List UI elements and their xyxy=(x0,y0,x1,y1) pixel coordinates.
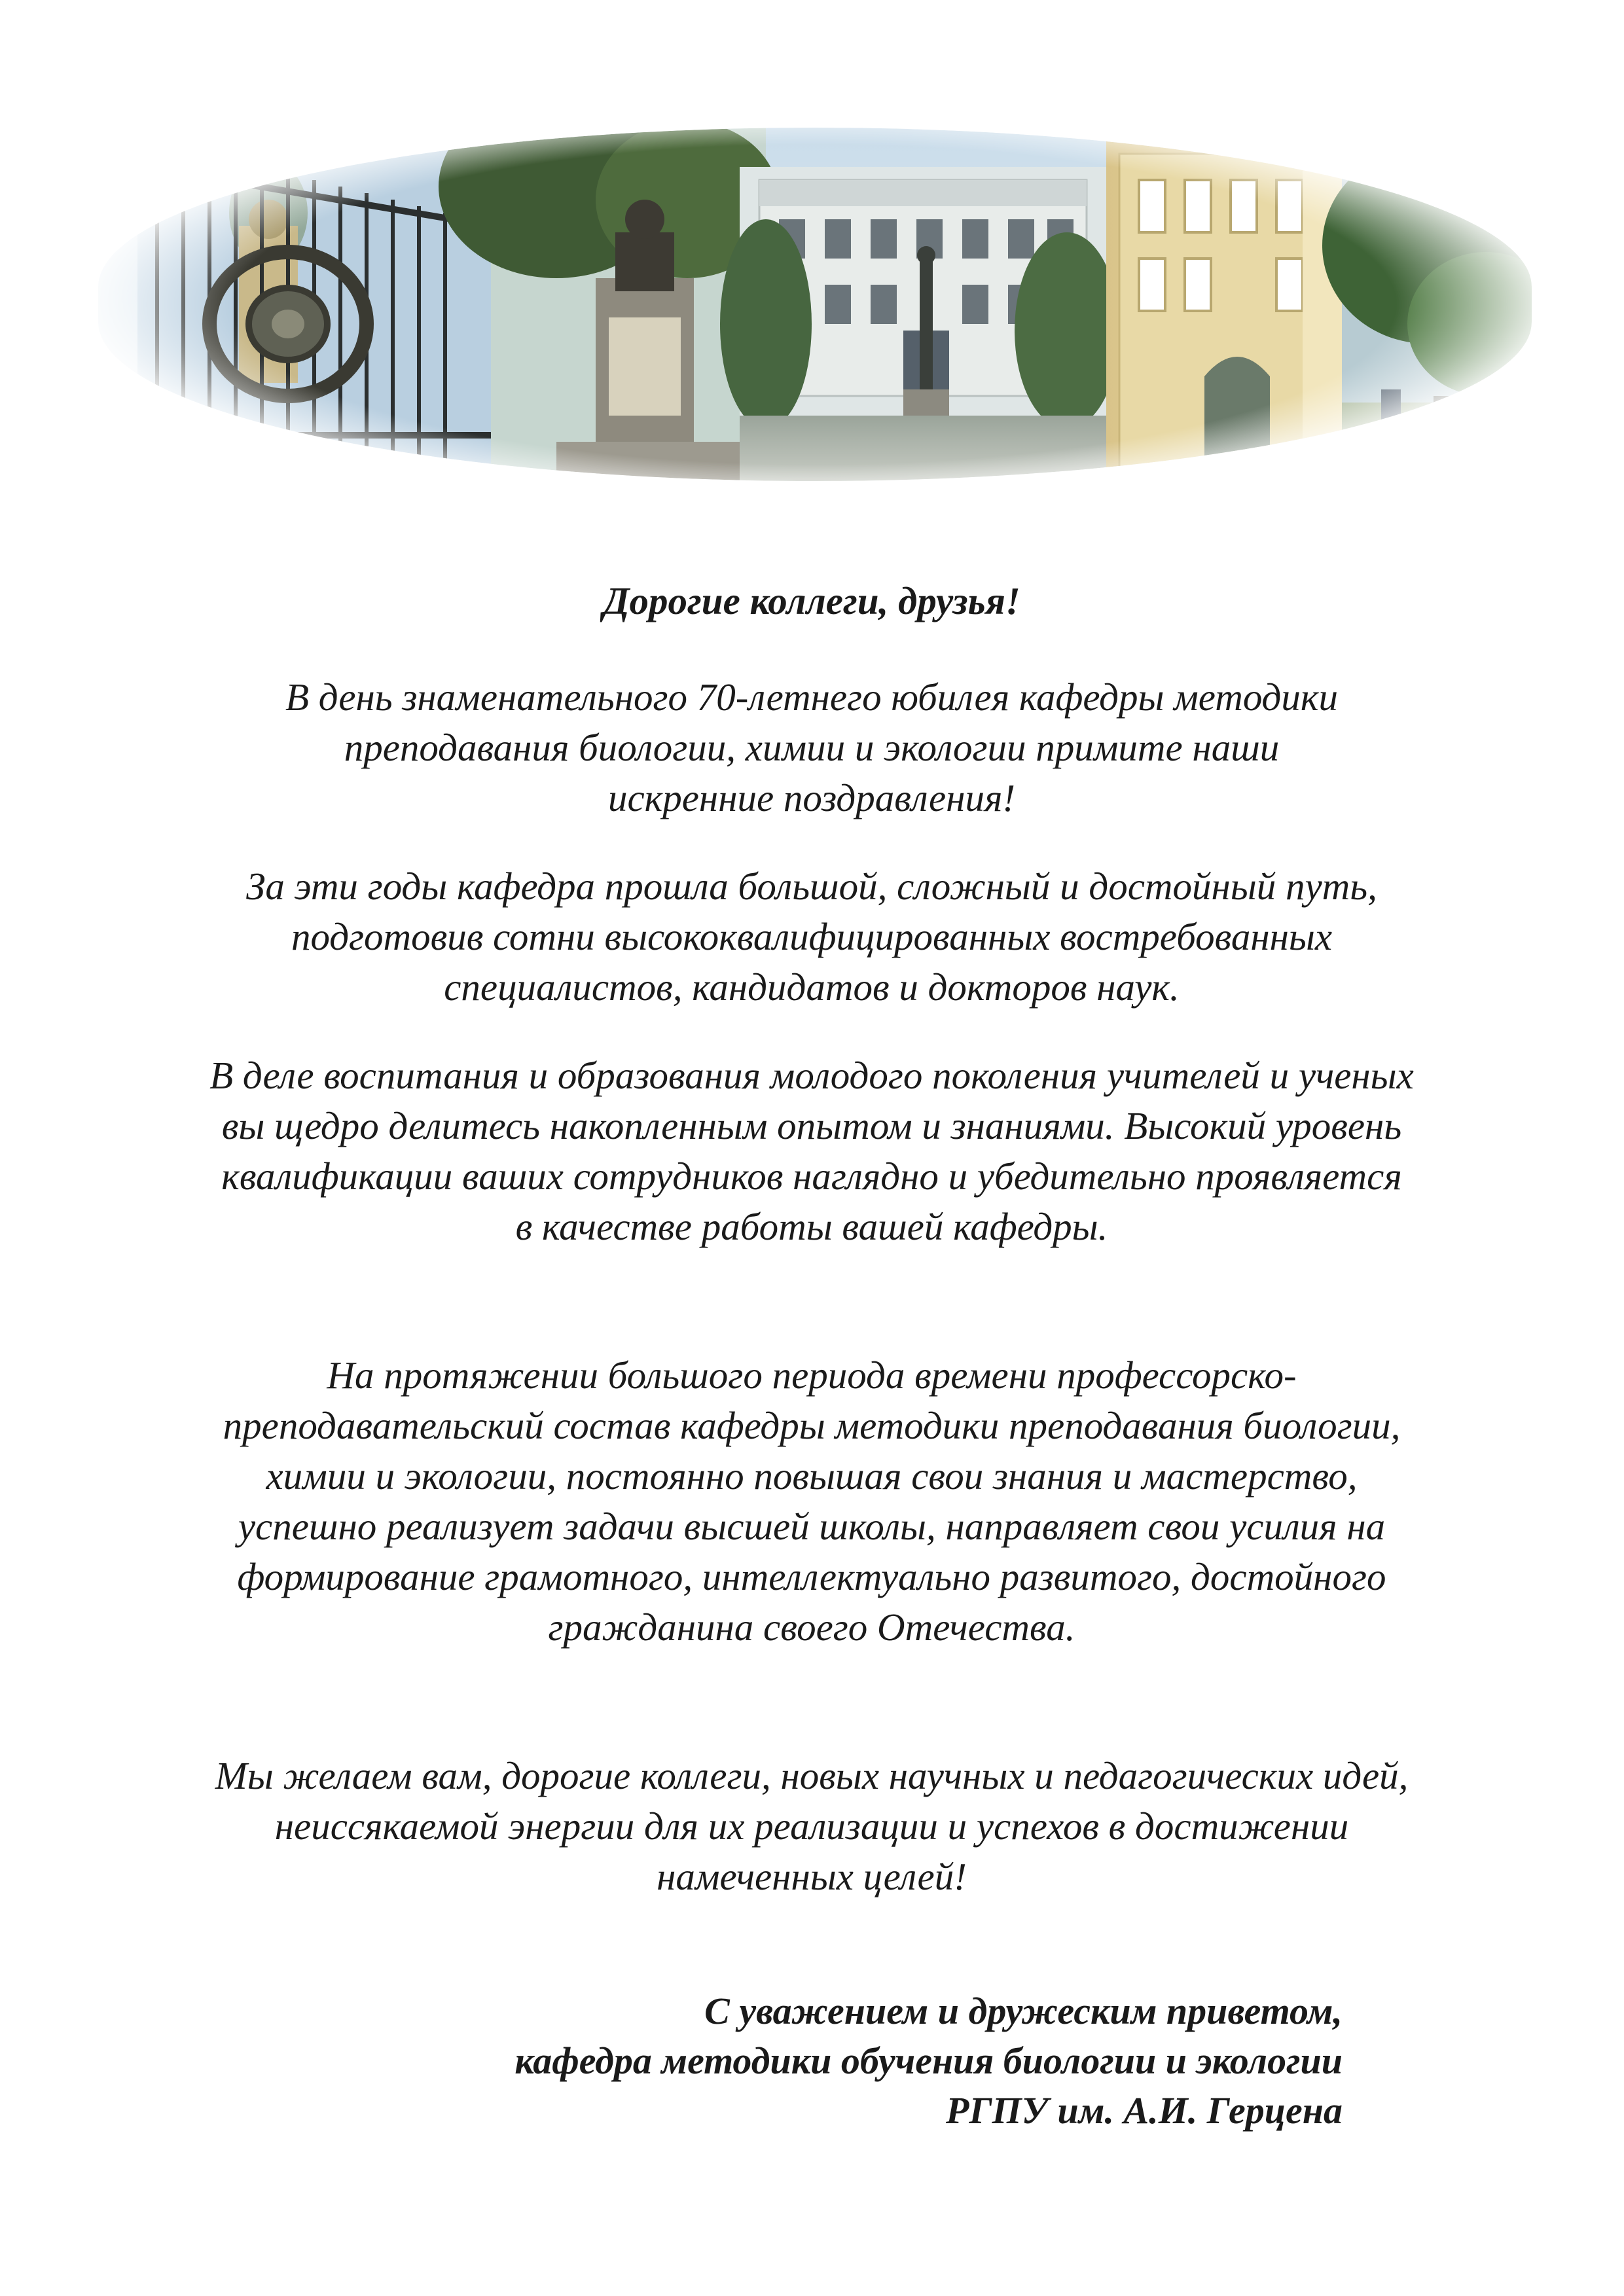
paragraph-education xyxy=(85,1050,1538,1252)
paragraph-line: химии и экологии, постоянно повышая свои знания и мастерство, xyxy=(266,1454,1358,1498)
paragraph-jubilee xyxy=(85,672,1538,823)
letter-body xyxy=(85,576,1538,1940)
paragraph-line: неиссякаемой энергии для их реализации и успехов в достижении xyxy=(274,1804,1349,1848)
greeting-heading: Дорогие коллеги, друзья! xyxy=(603,579,1020,622)
paragraph-line: За эти годы кафедра прошла большой, сложный и достойный путь, xyxy=(246,865,1377,908)
paragraph-wishes xyxy=(85,1751,1538,1902)
paragraph-line: намеченных целей! xyxy=(657,1855,967,1898)
yellow-building-photo xyxy=(1106,128,1381,481)
paragraph-line: гражданина своего Отечества. xyxy=(548,1605,1075,1649)
signature-line: РГПУ им. А.И. Герцена xyxy=(946,2089,1343,2132)
paragraph-line: искренние поздравления! xyxy=(607,776,1016,819)
paragraph-line: в качестве работы вашей кафедры. xyxy=(515,1205,1108,1248)
signature-block xyxy=(514,1986,1343,2136)
paragraph-line: преподавания биологии, химии и экологии примите наши xyxy=(344,726,1280,769)
paragraph-staff xyxy=(85,1350,1538,1653)
header-collage-image xyxy=(98,128,1532,481)
paragraph-line: На протяжении большого периода времени профессорско- xyxy=(327,1354,1297,1397)
paragraph-line: успешно реализует задачи высшей школы, направляет свои усилия на xyxy=(238,1505,1386,1548)
paragraph-line: В день знаменательного 70-летнего юбилея кафедры методики xyxy=(285,675,1338,719)
paragraph-line: В деле воспитания и образования молодого поколения учителей и ученых xyxy=(209,1054,1414,1097)
main-building-photo xyxy=(720,167,1119,481)
signature-line: С уважением и дружеским приветом, xyxy=(704,1990,1343,2032)
paragraph-line: вы щедро делитесь накопленным опытом и знаниями. Высокий уровень xyxy=(221,1104,1402,1147)
paragraph-path xyxy=(85,861,1538,1013)
paragraph-line: специалистов, кандидатов и докторов наук. xyxy=(444,965,1180,1009)
paragraph-line: подготовив сотни высококвалифицированных востребованных xyxy=(291,915,1333,958)
paragraph-line: преподавательский состав кафедры методики преподавания биологии, xyxy=(223,1404,1401,1447)
paragraph-line: формирование грамотного, интеллектуально развитого, достойного xyxy=(237,1555,1386,1598)
paragraph-line: квалификации ваших сотрудников наглядно и убедительно проявляется xyxy=(221,1155,1402,1198)
university-collage-image xyxy=(98,128,1532,481)
paragraph-line: Мы желаем вам, дорогие коллеги, новых научных и педагогических идей, xyxy=(215,1754,1409,1797)
signature-line: кафедра методики обучения биологии и экологии xyxy=(514,2039,1343,2082)
garden-photo xyxy=(1322,128,1532,481)
